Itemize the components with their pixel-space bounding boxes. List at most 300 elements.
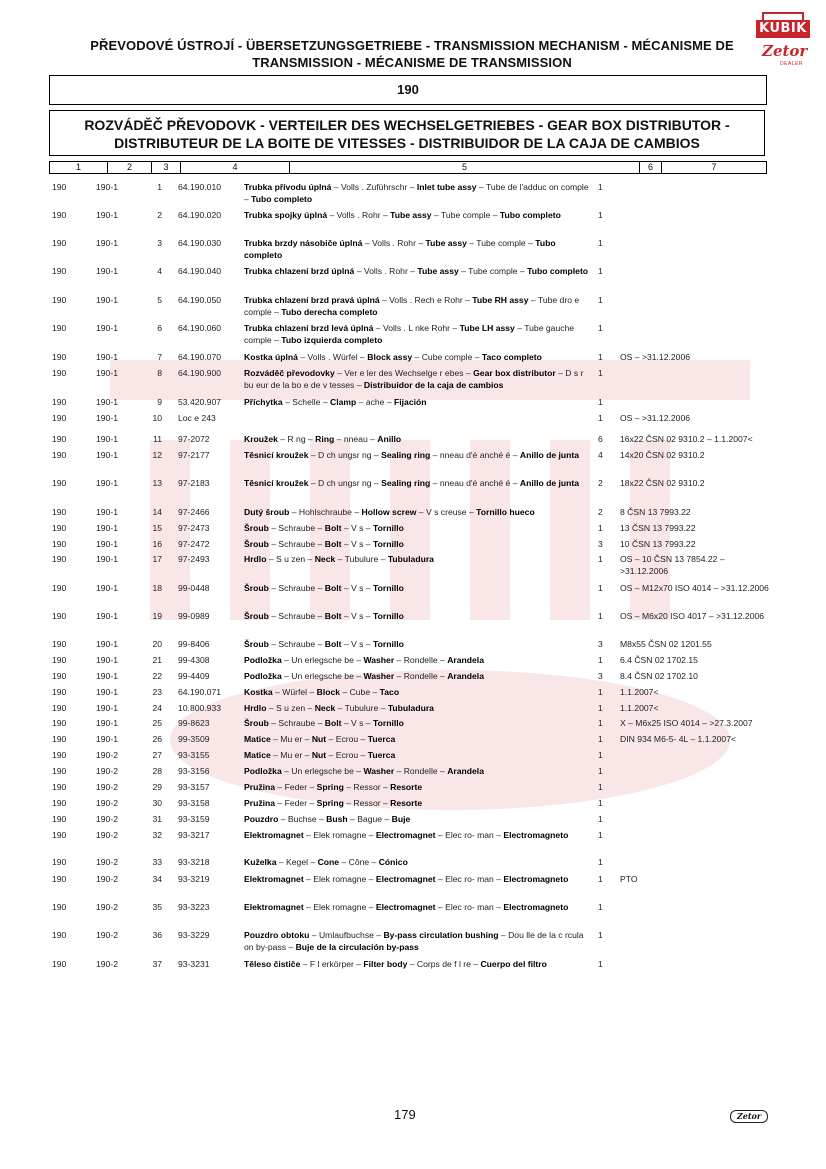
description-english: Spring — [316, 782, 344, 792]
cell-quantity: 4 — [598, 450, 603, 460]
description-czech: Šroub — [244, 718, 269, 728]
cell-figure: 190-1 — [96, 368, 118, 378]
cell-group: 190 — [52, 611, 67, 621]
description-french: – Elec ro- man – — [435, 874, 504, 884]
cell-description — [244, 654, 589, 666]
description-german: – Schraube – — [268, 523, 325, 533]
description-czech: Podložka — [244, 655, 282, 665]
cell-group: 190 — [52, 352, 67, 362]
cell-part-number: 93-3217 — [178, 830, 210, 840]
description-english: Sealing ring — [381, 478, 431, 488]
description-czech: Podložka — [244, 766, 282, 776]
cell-group: 190 — [52, 814, 67, 824]
cell-description — [244, 538, 589, 550]
cell-part-number: 64.190.070 — [178, 352, 222, 362]
description-german: – Schraube – — [268, 611, 325, 621]
description-french: – D s r bu eur de la bo e de v tesses – — [244, 368, 584, 390]
description-spanish: Taco — [379, 687, 400, 697]
description-english: Bolt — [324, 611, 342, 621]
cell-part-number: 53.420.907 — [178, 397, 222, 407]
description-czech: Pružina — [244, 782, 276, 792]
description-english: Ring — [315, 434, 335, 444]
cell-description — [244, 433, 589, 445]
cell-note: OS – M12x70 ISO 4014 – >31.12.2006 — [620, 583, 769, 593]
description-english: Neck — [314, 554, 336, 564]
cell-group: 190 — [52, 671, 67, 681]
description-english: Sealing ring — [381, 450, 431, 460]
description-french: – Tubulure – — [335, 554, 388, 564]
description-spanish: Tubo completo — [251, 194, 313, 204]
cell-group: 190 — [52, 368, 67, 378]
description-spanish: Tornillo hueco — [476, 507, 535, 517]
cell-description — [244, 638, 589, 650]
cell-group: 190 — [52, 450, 67, 460]
description-spanish: Electromagneto — [503, 874, 569, 884]
cell-description — [244, 929, 589, 953]
description-french: – nneau – — [334, 434, 378, 444]
cell-description — [244, 265, 589, 277]
cell-position: 28 — [152, 766, 162, 776]
cell-group: 190 — [52, 766, 67, 776]
cell-position: 16 — [152, 539, 162, 549]
description-czech: Trubka přívodu úplná — [244, 182, 332, 192]
cell-quantity: 1 — [598, 766, 603, 776]
cell-figure: 190-1 — [96, 639, 118, 649]
description-spanish: Tubuladura — [387, 554, 434, 564]
description-french: – Rondelle – — [394, 766, 448, 776]
cell-position: 17 — [152, 554, 162, 564]
column-header: 5 — [290, 162, 640, 173]
cell-group: 190 — [52, 397, 67, 407]
description-german: – Feder – — [275, 782, 317, 792]
description-spanish: Resorte — [390, 782, 423, 792]
description-french: – ache – — [356, 397, 395, 407]
cell-part-number: 93-3157 — [178, 782, 210, 792]
description-spanish: Electromagneto — [503, 902, 569, 912]
description-spanish: Cónico — [378, 857, 408, 867]
cell-figure: 190-2 — [96, 857, 118, 867]
cell-quantity: 3 — [598, 539, 603, 549]
cell-part-number: 97-2472 — [178, 539, 210, 549]
description-german: – Elek romagne – — [303, 874, 376, 884]
cell-quantity: 1 — [598, 830, 603, 840]
cell-figure: 190-1 — [96, 450, 118, 460]
description-french: – nneau d'é anché é – — [430, 450, 520, 460]
description-czech: Kuželka — [244, 857, 277, 867]
description-spanish: Tubo derecha completo — [281, 307, 378, 317]
title-line-1: PŘEVODOVÉ ÚSTROJÍ - ÜBERSETZUNGSGETRIEBE - TRANSMISSION MECHANISM - MÉCANISME DE — [90, 38, 734, 53]
cell-part-number: 93-3219 — [178, 874, 210, 884]
cell-description — [244, 670, 589, 682]
cell-part-number: 64.190.060 — [178, 323, 222, 333]
cell-quantity: 1 — [598, 397, 603, 407]
description-english: Electromagnet — [375, 902, 436, 912]
cell-quantity: 1 — [598, 655, 603, 665]
cell-figure: 190-2 — [96, 874, 118, 884]
cell-quantity: 1 — [598, 295, 603, 305]
cell-quantity: 1 — [598, 687, 603, 697]
description-english: Cone — [317, 857, 340, 867]
description-czech: Pouzdro obtoku — [244, 930, 310, 940]
cell-position: 14 — [152, 507, 162, 517]
cell-position: 31 — [152, 814, 162, 824]
description-german: – Volls . Rohr – — [354, 266, 418, 276]
cell-quantity: 1 — [598, 210, 603, 220]
description-french: – Tube de l'adduc on comple – — [244, 182, 589, 204]
cell-figure: 190-1 — [96, 734, 118, 744]
cell-part-number: 64.190.010 — [178, 182, 222, 192]
cell-group: 190 — [52, 583, 67, 593]
description-german: – Ver e ler des Wechselge r ebes – — [334, 368, 474, 378]
cell-figure: 190-1 — [96, 687, 118, 697]
cell-description — [244, 294, 589, 318]
cell-part-number: 97-2473 — [178, 523, 210, 533]
description-czech: Trubka chlazení brzd pravá úplná — [244, 295, 380, 305]
description-english: Washer — [363, 655, 395, 665]
description-english: Washer — [363, 671, 395, 681]
description-spanish: Tubo izquierda completo — [281, 335, 383, 345]
description-spanish: Tornillo — [372, 583, 404, 593]
cell-description — [244, 582, 589, 594]
description-english: Electromagnet — [375, 830, 436, 840]
cell-quantity: 1 — [598, 874, 603, 884]
cell-quantity: 1 — [598, 782, 603, 792]
cell-part-number: 93-3223 — [178, 902, 210, 912]
description-czech: Těsnicí kroužek — [244, 450, 309, 460]
description-german: – D ch ungsr ng – — [308, 450, 382, 460]
description-french: – V s – — [341, 583, 373, 593]
group-number-box: 190 — [49, 75, 767, 105]
description-spanish: Tornillo — [372, 523, 404, 533]
cell-note: PTO — [620, 874, 638, 884]
cell-position: 36 — [152, 930, 162, 940]
cell-group: 190 — [52, 930, 67, 940]
description-english: Tube LH assy — [459, 323, 515, 333]
cell-figure: 190-1 — [96, 434, 118, 444]
cell-group: 190 — [52, 902, 67, 912]
cell-position: 34 — [152, 874, 162, 884]
cell-part-number: 99-8406 — [178, 639, 210, 649]
cell-figure: 190-1 — [96, 323, 118, 333]
description-german: – Mu er – — [270, 750, 312, 760]
description-french: – Corps de f l re – — [407, 959, 481, 969]
cell-figure: 190-2 — [96, 902, 118, 912]
cell-position: 26 — [152, 734, 162, 744]
description-spanish: Tornillo — [372, 639, 404, 649]
cell-note: OS – M6x20 ISO 4017 – >31.12.2006 — [620, 611, 765, 621]
description-czech: Matice — [244, 750, 271, 760]
cell-part-number: 97-2183 — [178, 478, 210, 488]
description-czech: Kroužek — [244, 434, 278, 444]
description-spanish: Arandela — [447, 671, 484, 681]
description-czech: Trubka chlazení brzd levá úplná — [244, 323, 374, 333]
description-french: – Tubulure – — [335, 703, 388, 713]
cell-description — [244, 797, 589, 809]
cell-quantity: 1 — [598, 798, 603, 808]
description-french: – Tube comple – — [431, 210, 500, 220]
cell-part-number: 97-2072 — [178, 434, 210, 444]
description-spanish: Buje de la circulación by-pass — [295, 942, 419, 952]
cell-position: 11 — [153, 434, 162, 444]
cell-description — [244, 553, 589, 565]
description-french: – Cube – — [340, 687, 380, 697]
description-czech: Příchytka — [244, 397, 283, 407]
cell-description — [244, 181, 589, 205]
cell-position: 7 — [157, 352, 162, 362]
cell-description — [244, 209, 589, 221]
description-german: – Mu er – — [270, 734, 312, 744]
cell-part-number: 93-3229 — [178, 930, 210, 940]
group-title-line-2: DISTRIBUTEUR DE LA BOITE DE VITESSES - DISTRIBUIDOR DE LA CAJA DE CAMBIOS — [114, 135, 700, 151]
cell-note: 18x22 ČSN 02 9310.2 — [620, 478, 705, 488]
description-french: – Tube gauche comple – — [244, 323, 575, 345]
cell-figure: 190-1 — [96, 507, 118, 517]
description-spanish: Cuerpo del filtro — [480, 959, 547, 969]
description-spanish: Fijación — [394, 397, 427, 407]
description-french: – Ecrou – — [326, 734, 368, 744]
cell-position: 21 — [152, 655, 162, 665]
cell-group: 190 — [52, 857, 67, 867]
description-english: By-pass circulation bushing — [383, 930, 499, 940]
cell-quantity: 2 — [598, 507, 603, 517]
cell-figure: 190-1 — [96, 611, 118, 621]
cell-part-number: 64.190.020 — [178, 210, 222, 220]
cell-group: 190 — [52, 434, 67, 444]
cell-description — [244, 322, 589, 346]
description-german: – Volls . Würfel – — [297, 352, 368, 362]
cell-group: 190 — [52, 655, 67, 665]
description-czech: Elektromagnet — [244, 874, 304, 884]
description-german: – Volls . Rech e Rohr – — [379, 295, 473, 305]
cell-note: 14x20 ČSN 02 9310.2 — [620, 450, 705, 460]
description-czech: Dutý šroub — [244, 507, 290, 517]
cell-group: 190 — [52, 798, 67, 808]
cell-part-number: 99-4409 — [178, 671, 210, 681]
description-german: – D ch ungsr ng – — [308, 478, 382, 488]
description-french: – V s creuse – — [416, 507, 477, 517]
cell-figure: 190-1 — [96, 583, 118, 593]
column-header: 1 — [50, 162, 108, 173]
cell-part-number: 93-3155 — [178, 750, 210, 760]
cell-group: 190 — [52, 523, 67, 533]
cell-position: 15 — [152, 523, 162, 533]
description-german: – R ng – — [277, 434, 316, 444]
description-french: – V s – — [341, 523, 373, 533]
cell-note: X – M6x25 ISO 4014 – >27.3.2007 — [620, 718, 753, 728]
description-czech: Šroub — [244, 523, 269, 533]
cell-part-number: 93-3231 — [178, 959, 210, 969]
cell-position: 25 — [152, 718, 162, 728]
description-german: – Un erlegsche be – — [281, 671, 364, 681]
cell-position: 3 — [157, 238, 162, 248]
cell-figure: 190-1 — [96, 182, 118, 192]
description-french: – Tube dro e comple – — [244, 295, 580, 317]
description-english: Bolt — [324, 583, 342, 593]
cell-position: 33 — [152, 857, 162, 867]
logo-dealer-text: DEALER — [780, 61, 804, 67]
description-english: Tube RH assy — [472, 295, 529, 305]
cell-description — [244, 367, 589, 391]
cell-quantity: 3 — [598, 671, 603, 681]
cell-part-number: 64.190.030 — [178, 238, 222, 248]
description-czech: Šroub — [244, 583, 269, 593]
cell-group: 190 — [52, 210, 67, 220]
cell-part-number: 93-3158 — [178, 798, 210, 808]
cell-quantity: 1 — [598, 703, 603, 713]
description-french: – Cube comple – — [412, 352, 482, 362]
description-english: Filter body — [363, 959, 408, 969]
description-german: – Feder – — [275, 798, 317, 808]
cell-position: 10 — [152, 413, 162, 423]
description-english: Tube assy — [425, 238, 467, 248]
description-french: – V s – — [341, 539, 373, 549]
cell-note: 1.1.2007< — [620, 703, 659, 713]
cell-description — [244, 765, 589, 777]
cell-quantity: 1 — [598, 523, 603, 533]
cell-position: 18 — [152, 583, 162, 593]
description-english: Bolt — [324, 718, 342, 728]
description-german: – Elek romagne – — [303, 830, 376, 840]
cell-figure: 190-2 — [96, 814, 118, 824]
cell-group: 190 — [52, 703, 67, 713]
cell-description — [244, 813, 589, 825]
zetor-brand-mark: Zetor — [730, 1110, 768, 1123]
cell-position: 29 — [152, 782, 162, 792]
description-spanish: Distribuidor de la caja de cambios — [363, 380, 504, 390]
cell-part-number: 93-3159 — [178, 814, 210, 824]
description-french: – Ecrou – — [326, 750, 368, 760]
description-czech: Šroub — [244, 539, 269, 549]
description-spanish: Tubo completo — [244, 238, 556, 260]
description-french: – Tube comple – — [458, 266, 528, 276]
group-title-line-1: ROZVÁDĚČ PŘEVODOVK - VERTEILER DES WECHSELGETRIEBES - GEAR BOX DISTRIBUTOR - — [84, 117, 730, 133]
cell-quantity: 1 — [598, 750, 603, 760]
description-french: – V s – — [341, 718, 373, 728]
cell-description — [244, 856, 589, 868]
description-spanish: Arandela — [447, 766, 484, 776]
cell-group: 190 — [52, 478, 67, 488]
cell-quantity: 1 — [598, 959, 603, 969]
description-english: Nut — [311, 750, 327, 760]
cell-quantity: 1 — [598, 554, 603, 564]
cell-part-number: Loc e 243 — [178, 413, 216, 423]
description-german: – Kegel – — [276, 857, 318, 867]
description-french: – V s – — [341, 639, 373, 649]
cell-group: 190 — [52, 238, 67, 248]
description-french: – Rondelle – — [394, 671, 448, 681]
column-header: 2 — [108, 162, 152, 173]
description-english: Spring — [316, 798, 344, 808]
cell-part-number: 97-2493 — [178, 554, 210, 564]
cell-group: 190 — [52, 266, 67, 276]
cell-quantity: 6 — [598, 434, 603, 444]
logo-zetor-text: Zetor — [762, 42, 808, 60]
cell-position: 13 — [152, 478, 162, 488]
cell-quantity: 2 — [598, 478, 603, 488]
cell-figure: 190-2 — [96, 830, 118, 840]
cell-position: 23 — [152, 687, 162, 697]
cell-group: 190 — [52, 507, 67, 517]
cell-position: 37 — [152, 959, 162, 969]
description-german: – Elek romagne – — [303, 902, 376, 912]
description-czech: Matice — [244, 734, 271, 744]
cell-position: 12 — [152, 450, 162, 460]
logo-frame — [762, 12, 804, 20]
cell-figure: 190-1 — [96, 352, 118, 362]
cell-note: M8x55 ČSN 02 1201.55 — [620, 639, 712, 649]
cell-part-number: 99-0448 — [178, 583, 210, 593]
cell-group: 190 — [52, 782, 67, 792]
description-german: – Hohlschraube – — [289, 507, 362, 517]
description-german: – Schraube – — [268, 639, 325, 649]
cell-description — [244, 733, 589, 745]
description-french: – V s – — [341, 611, 373, 621]
description-spanish: Tuerca — [367, 734, 396, 744]
column-header: 4 — [181, 162, 290, 173]
cell-position: 35 — [152, 902, 162, 912]
description-german: – S u zen – — [266, 703, 315, 713]
description-german: – F l erkörper – — [300, 959, 364, 969]
cell-position: 1 — [157, 182, 162, 192]
cell-note: 16x22 ČSN 02 9310.2 – 1.1.2007< — [620, 434, 753, 444]
cell-figure: 190-1 — [96, 671, 118, 681]
description-english: Nut — [311, 734, 327, 744]
cell-position: 6 — [157, 323, 162, 333]
cell-group: 190 — [52, 323, 67, 333]
description-german: – Schelle – — [282, 397, 330, 407]
description-german: – Würfel – — [272, 687, 317, 697]
cell-figure: 190-1 — [96, 397, 118, 407]
cell-figure: 190-2 — [96, 930, 118, 940]
description-czech: Rozváděč převodovky — [244, 368, 335, 378]
cell-description — [244, 351, 589, 363]
description-german: – Schraube – — [268, 718, 325, 728]
cell-part-number: 64.190.071 — [178, 687, 222, 697]
cell-quantity: 1 — [598, 611, 603, 621]
description-english: Bolt — [324, 539, 342, 549]
cell-quantity: 1 — [598, 718, 603, 728]
description-czech: Trubka spojky úplná — [244, 210, 328, 220]
page-title — [52, 37, 772, 71]
description-german: – Umlaufbuchse – — [309, 930, 384, 940]
cell-position: 27 — [152, 750, 162, 760]
description-french: – Ressor – — [343, 798, 391, 808]
cell-figure: 190-2 — [96, 959, 118, 969]
cell-group: 190 — [52, 639, 67, 649]
cell-quantity: 1 — [598, 857, 603, 867]
cell-position: 9 — [157, 397, 162, 407]
cell-position: 19 — [152, 611, 162, 621]
description-english: Electromagnet — [375, 874, 436, 884]
description-german: – Volls . Zuführschr – — [331, 182, 417, 192]
cell-position: 5 — [157, 295, 162, 305]
cell-group: 190 — [52, 874, 67, 884]
cell-figure: 190-2 — [96, 798, 118, 808]
cell-part-number: 93-3218 — [178, 857, 210, 867]
cell-position: 20 — [152, 639, 162, 649]
cell-group: 190 — [52, 734, 67, 744]
description-spanish: Tubo completo — [527, 266, 589, 276]
cell-figure: 190-1 — [96, 295, 118, 305]
description-french: – Rondelle – — [394, 655, 448, 665]
description-german: – Volls . Rohr – — [362, 238, 426, 248]
cell-description — [244, 396, 589, 408]
description-english: Neck — [314, 703, 336, 713]
cell-description — [244, 749, 589, 761]
cell-group: 190 — [52, 959, 67, 969]
cell-description — [244, 901, 589, 913]
description-english: Bush — [326, 814, 348, 824]
